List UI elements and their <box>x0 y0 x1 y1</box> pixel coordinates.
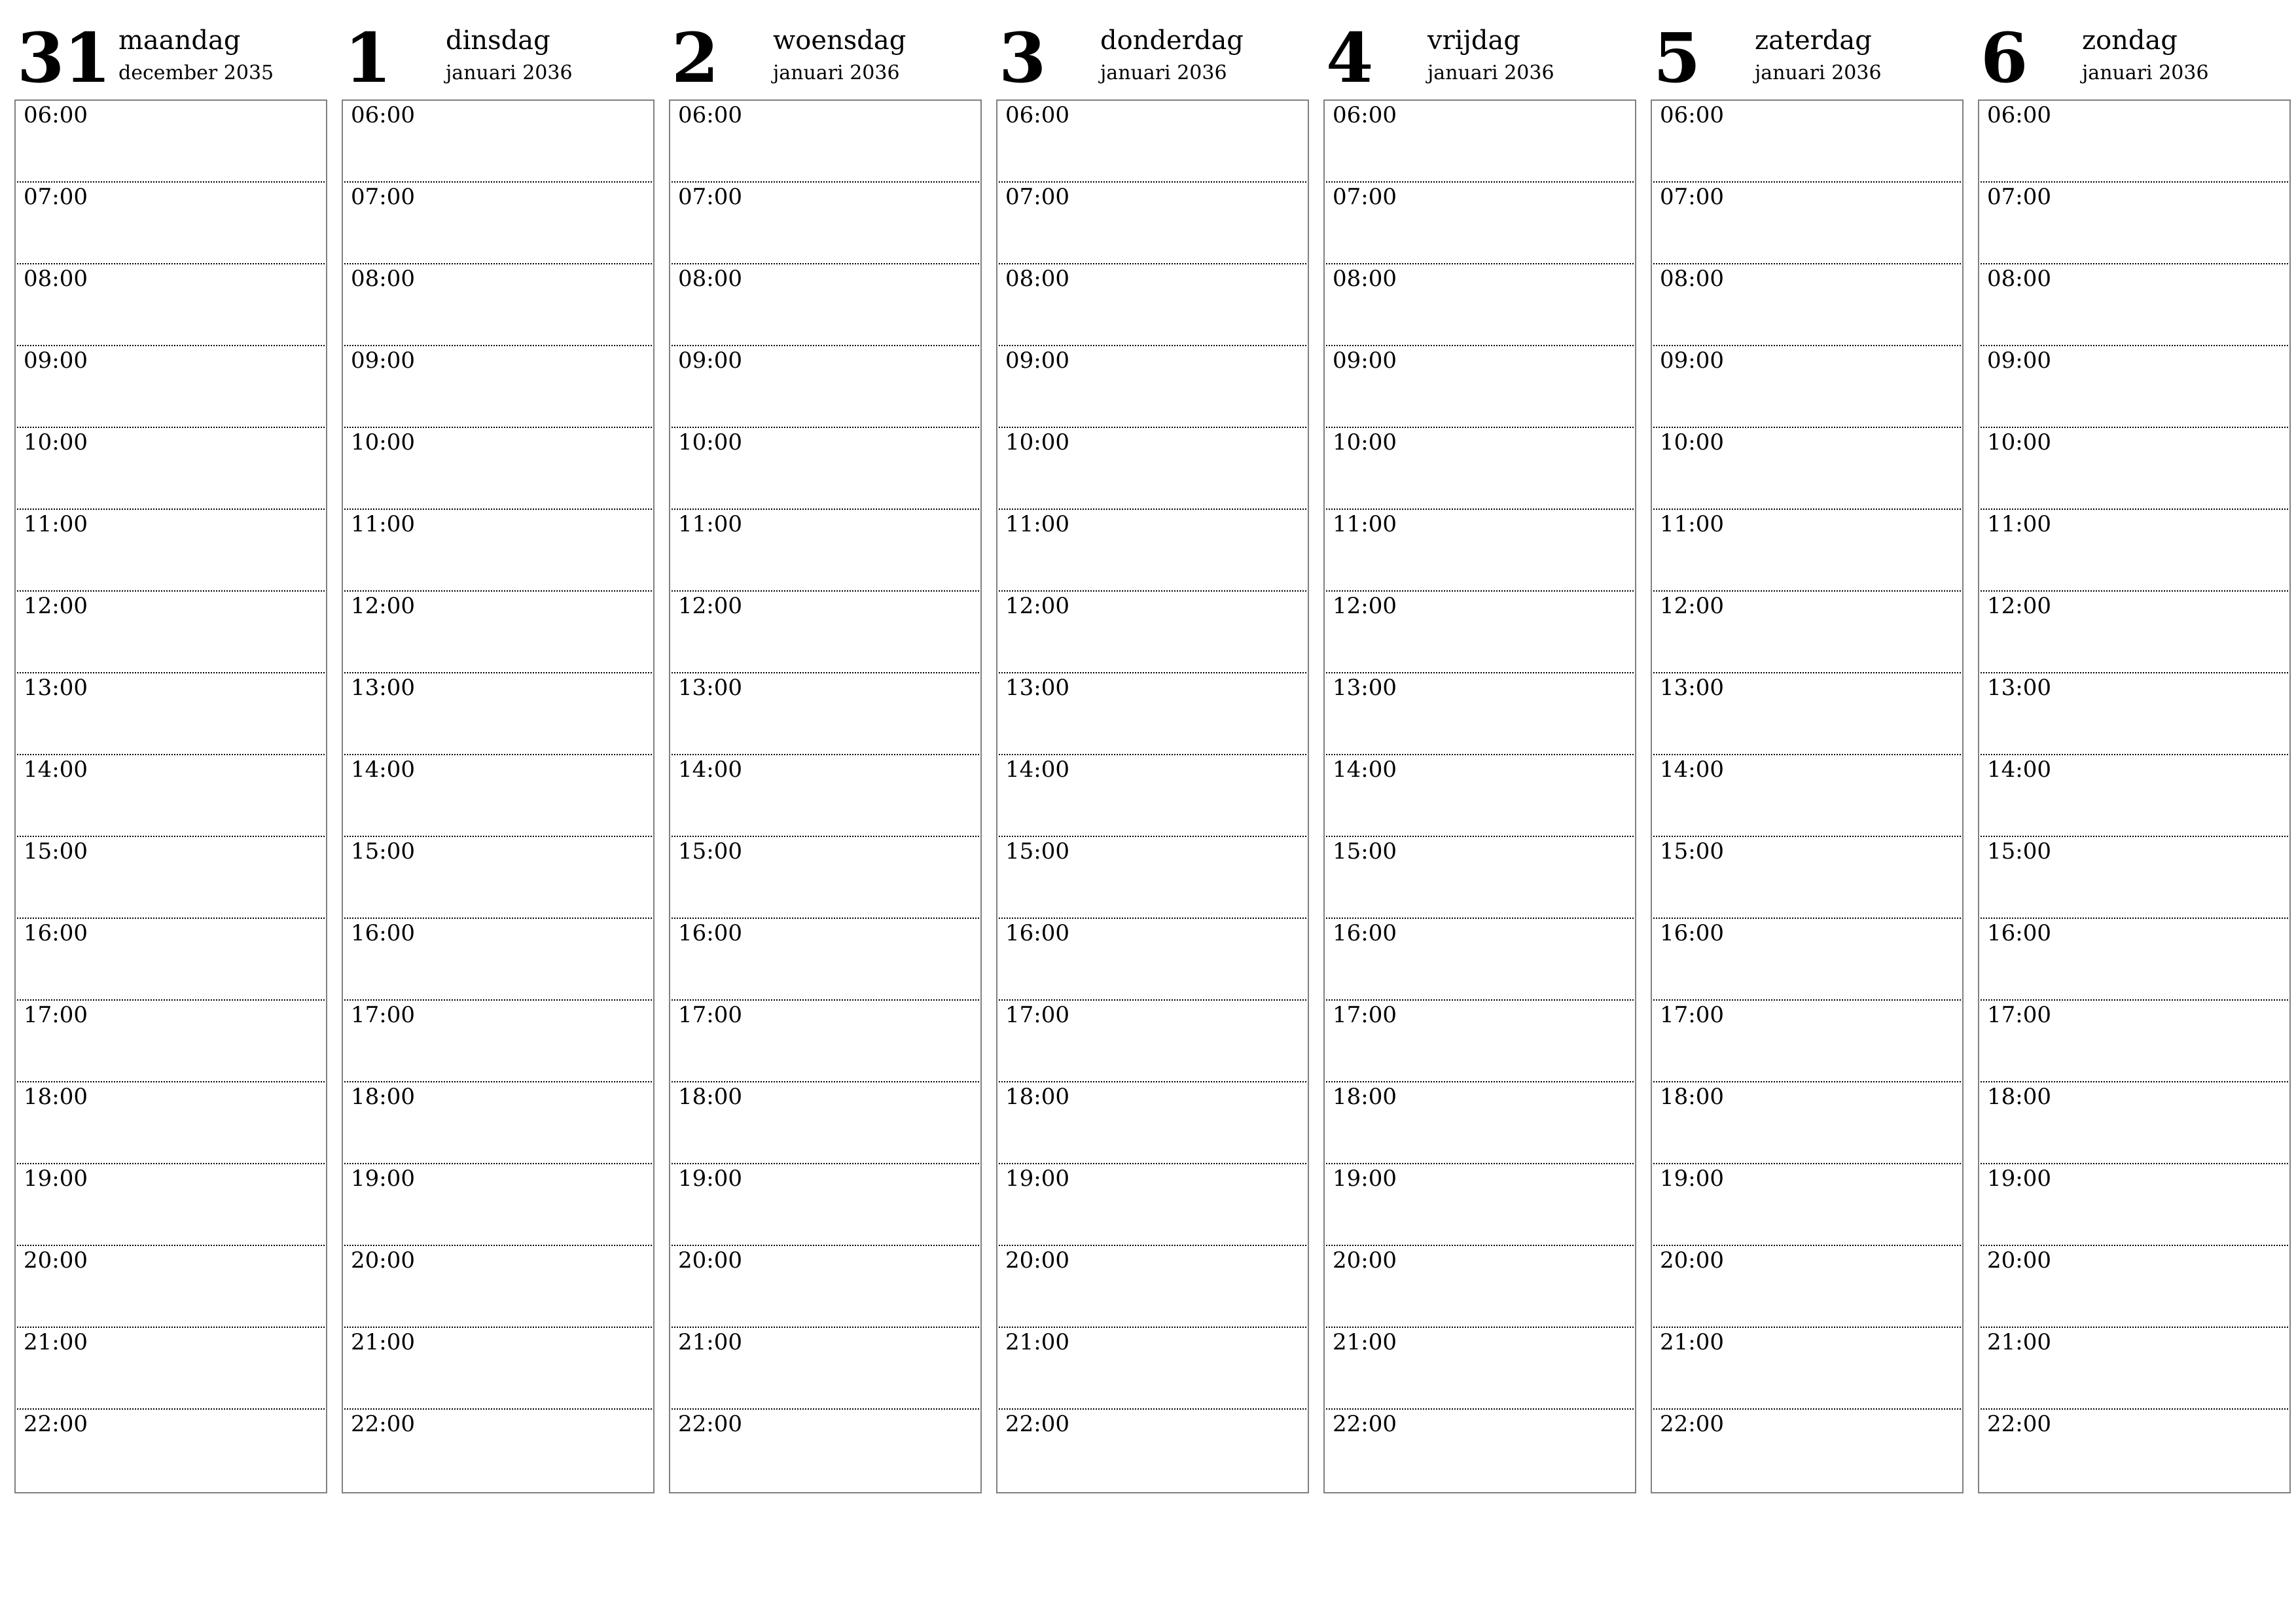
time-slot-label: 08:00 <box>1333 266 1397 292</box>
time-slot[interactable] <box>1981 183 2288 264</box>
time-slot[interactable] <box>1326 837 1634 919</box>
time-slot[interactable] <box>17 919 325 1001</box>
time-slot-label: 16:00 <box>1333 920 1397 946</box>
time-slot-label: 21:00 <box>1987 1329 2051 1355</box>
time-slot[interactable] <box>1326 346 1634 428</box>
day-column <box>996 14 1309 1493</box>
time-slot-label: 12:00 <box>1005 593 1069 619</box>
time-slot[interactable] <box>1326 510 1634 592</box>
time-slot-label: 16:00 <box>1660 920 1724 946</box>
time-slot[interactable] <box>999 183 1306 264</box>
time-slot-label: 15:00 <box>678 838 742 865</box>
time-slot-label: 15:00 <box>24 838 88 865</box>
time-slot-label: 20:00 <box>1660 1247 1724 1274</box>
time-slot-label: 18:00 <box>1005 1084 1069 1110</box>
time-slot-label: 10:00 <box>351 429 415 455</box>
time-slot-label: 11:00 <box>1333 511 1397 537</box>
month-year-label: december 2035 <box>118 62 274 84</box>
time-slot[interactable] <box>344 1001 652 1082</box>
time-slot-label: 22:00 <box>351 1411 415 1437</box>
time-slot-label: 19:00 <box>678 1166 742 1192</box>
time-slot[interactable] <box>344 592 652 673</box>
time-slot[interactable] <box>1981 673 2288 755</box>
time-slot-label: 09:00 <box>1005 348 1069 374</box>
time-slot[interactable] <box>1653 1328 1961 1410</box>
time-slot-label: 08:00 <box>1660 266 1724 292</box>
time-slot[interactable] <box>1326 1001 1634 1082</box>
time-slot[interactable] <box>1653 1001 1961 1082</box>
time-slot[interactable] <box>344 428 652 510</box>
time-slot-label: 06:00 <box>1660 102 1724 128</box>
time-slot[interactable] <box>344 673 652 755</box>
time-slot-label: 20:00 <box>678 1247 742 1274</box>
time-slot[interactable] <box>1653 264 1961 346</box>
time-slot-label: 17:00 <box>1660 1002 1724 1028</box>
time-slot[interactable] <box>1981 264 2288 346</box>
time-slot-label: 16:00 <box>1987 920 2051 946</box>
time-slot[interactable] <box>1981 1001 2288 1082</box>
time-slot[interactable] <box>17 1164 325 1246</box>
time-slot[interactable] <box>999 1328 1306 1410</box>
time-slot-label: 07:00 <box>351 184 415 210</box>
day-column <box>1323 14 1636 1493</box>
time-slot-label: 21:00 <box>1005 1329 1069 1355</box>
day-column <box>342 14 655 1493</box>
time-slot[interactable] <box>672 1082 979 1164</box>
time-slot[interactable] <box>672 510 979 592</box>
time-slot-label: 06:00 <box>24 102 88 128</box>
time-slot-label: 07:00 <box>1660 184 1724 210</box>
weekday-name: zaterdag <box>1755 26 1872 56</box>
time-slot-label: 13:00 <box>24 675 88 701</box>
time-slot-label: 16:00 <box>24 920 88 946</box>
time-slot-label: 18:00 <box>351 1084 415 1110</box>
time-slot-label: 21:00 <box>678 1329 742 1355</box>
time-slot[interactable] <box>1653 101 1961 183</box>
time-slot-label: 18:00 <box>1660 1084 1724 1110</box>
time-slot-label: 21:00 <box>24 1329 88 1355</box>
time-slot[interactable] <box>999 346 1306 428</box>
time-slot-label: 09:00 <box>1660 348 1724 374</box>
time-slot[interactable] <box>344 755 652 837</box>
time-slot-label: 13:00 <box>1660 675 1724 701</box>
time-slot-label: 10:00 <box>1333 429 1397 455</box>
time-slot-label: 13:00 <box>351 675 415 701</box>
time-slot-label: 14:00 <box>1005 757 1069 783</box>
time-slot[interactable] <box>344 1328 652 1410</box>
day-number: 2 <box>672 18 719 98</box>
time-slot-label: 08:00 <box>24 266 88 292</box>
time-slot-label: 16:00 <box>351 920 415 946</box>
weekday-name: zondag <box>2082 26 2178 56</box>
time-slot-label: 17:00 <box>351 1002 415 1028</box>
time-slot-label: 14:00 <box>24 757 88 783</box>
time-slot-label: 18:00 <box>24 1084 88 1110</box>
time-slot-label: 20:00 <box>1987 1247 2051 1274</box>
time-slot-label: 22:00 <box>1987 1411 2051 1437</box>
time-slot[interactable] <box>1981 428 2288 510</box>
time-slot[interactable] <box>672 183 979 264</box>
time-slot-label: 11:00 <box>1005 511 1069 537</box>
time-slot-label: 13:00 <box>1005 675 1069 701</box>
weekday-name: dinsdag <box>446 26 550 56</box>
time-slot[interactable] <box>1326 1410 1634 1491</box>
time-slot[interactable] <box>17 1410 325 1491</box>
time-slot[interactable] <box>999 919 1306 1001</box>
time-slot[interactable] <box>999 428 1306 510</box>
day-column <box>14 14 327 1493</box>
day-schedule-box <box>342 99 655 1493</box>
time-slot[interactable] <box>999 510 1306 592</box>
time-slot[interactable] <box>1653 919 1961 1001</box>
time-slot[interactable] <box>1981 1164 2288 1246</box>
time-slot-label: 22:00 <box>1333 1411 1397 1437</box>
time-slot-label: 08:00 <box>1005 266 1069 292</box>
week-grid <box>14 14 2282 1493</box>
time-slot[interactable] <box>17 837 325 919</box>
time-slot[interactable] <box>1981 592 2288 673</box>
time-slot[interactable] <box>344 183 652 264</box>
time-slot[interactable] <box>999 264 1306 346</box>
time-slot[interactable] <box>1653 510 1961 592</box>
time-slot[interactable] <box>17 264 325 346</box>
time-slot[interactable] <box>344 837 652 919</box>
time-slot-label: 10:00 <box>678 429 742 455</box>
time-slot-label: 06:00 <box>1333 102 1397 128</box>
time-slot-label: 22:00 <box>1660 1411 1724 1437</box>
time-slot-label: 22:00 <box>24 1411 88 1437</box>
time-slot[interactable] <box>344 1164 652 1246</box>
time-slot[interactable] <box>1981 919 2288 1001</box>
day-header <box>1323 14 1636 99</box>
day-number: 1 <box>344 18 391 98</box>
time-slot-label: 13:00 <box>1333 675 1397 701</box>
time-slot-label: 09:00 <box>678 348 742 374</box>
time-slot[interactable] <box>1326 592 1634 673</box>
time-slot-label: 18:00 <box>678 1084 742 1110</box>
time-slot[interactable] <box>1981 1328 2288 1410</box>
time-slot[interactable] <box>1326 919 1634 1001</box>
time-slot[interactable] <box>17 1328 325 1410</box>
time-slot[interactable] <box>344 101 652 183</box>
time-slot-label: 19:00 <box>24 1166 88 1192</box>
day-header <box>14 14 327 99</box>
time-slot[interactable] <box>17 673 325 755</box>
time-slot[interactable] <box>672 673 979 755</box>
time-slot[interactable] <box>672 1410 979 1491</box>
day-schedule-box <box>1978 99 2291 1493</box>
time-slot[interactable] <box>1981 1410 2288 1491</box>
day-schedule-box <box>1651 99 1964 1493</box>
time-slot-label: 12:00 <box>351 593 415 619</box>
time-slot[interactable] <box>999 673 1306 755</box>
time-slot-label: 21:00 <box>351 1329 415 1355</box>
time-slot-label: 12:00 <box>1987 593 2051 619</box>
time-slot[interactable] <box>1653 1246 1961 1328</box>
day-schedule-box <box>14 99 327 1493</box>
time-slot-label: 10:00 <box>1660 429 1724 455</box>
time-slot-label: 06:00 <box>351 102 415 128</box>
time-slot[interactable] <box>344 919 652 1001</box>
time-slot-label: 12:00 <box>1660 593 1724 619</box>
time-slot-label: 06:00 <box>1005 102 1069 128</box>
time-slot-label: 19:00 <box>1333 1166 1397 1192</box>
weekday-name: maandag <box>118 26 241 56</box>
time-slot[interactable] <box>17 1246 325 1328</box>
time-slot-label: 20:00 <box>1005 1247 1069 1274</box>
time-slot-label: 20:00 <box>351 1247 415 1274</box>
time-slot[interactable] <box>672 1164 979 1246</box>
time-slot[interactable] <box>344 264 652 346</box>
day-schedule-box <box>669 99 982 1493</box>
time-slot[interactable] <box>1653 183 1961 264</box>
time-slot-label: 06:00 <box>678 102 742 128</box>
time-slot-label: 07:00 <box>1987 184 2051 210</box>
time-slot[interactable] <box>1326 428 1634 510</box>
time-slot[interactable] <box>17 1001 325 1082</box>
day-header <box>996 14 1309 99</box>
time-slot-label: 17:00 <box>1987 1002 2051 1028</box>
time-slot[interactable] <box>17 592 325 673</box>
time-slot[interactable] <box>999 1164 1306 1246</box>
time-slot[interactable] <box>344 1246 652 1328</box>
time-slot-label: 14:00 <box>1333 757 1397 783</box>
time-slot-label: 07:00 <box>1333 184 1397 210</box>
time-slot[interactable] <box>1326 1164 1634 1246</box>
time-slot-label: 10:00 <box>1005 429 1069 455</box>
time-slot-label: 09:00 <box>24 348 88 374</box>
day-column <box>1651 14 1964 1493</box>
time-slot[interactable] <box>1653 428 1961 510</box>
time-slot-label: 18:00 <box>1987 1084 2051 1110</box>
time-slot[interactable] <box>17 510 325 592</box>
time-slot-label: 07:00 <box>678 184 742 210</box>
month-year-label: januari 2036 <box>773 62 900 84</box>
time-slot[interactable] <box>672 101 979 183</box>
month-year-label: januari 2036 <box>446 62 573 84</box>
time-slot[interactable] <box>1326 101 1634 183</box>
time-slot-label: 12:00 <box>24 593 88 619</box>
time-slot[interactable] <box>344 346 652 428</box>
time-slot[interactable] <box>999 592 1306 673</box>
time-slot-label: 14:00 <box>678 757 742 783</box>
time-slot-label: 11:00 <box>1987 511 2051 537</box>
month-year-label: januari 2036 <box>1100 62 1227 84</box>
weekday-name: woensdag <box>773 26 906 56</box>
time-slot-label: 22:00 <box>1005 1411 1069 1437</box>
time-slot[interactable] <box>17 183 325 264</box>
time-slot-label: 11:00 <box>351 511 415 537</box>
month-year-label: januari 2036 <box>1427 62 1554 84</box>
time-slot[interactable] <box>999 755 1306 837</box>
time-slot[interactable] <box>999 101 1306 183</box>
time-slot[interactable] <box>1653 837 1961 919</box>
time-slot-label: 08:00 <box>351 266 415 292</box>
time-slot-label: 14:00 <box>351 757 415 783</box>
day-header <box>1651 14 1964 99</box>
time-slot-label: 09:00 <box>1333 348 1397 374</box>
time-slot-label: 06:00 <box>1987 102 2051 128</box>
time-slot-label: 11:00 <box>24 511 88 537</box>
time-slot[interactable] <box>999 837 1306 919</box>
time-slot-label: 17:00 <box>678 1002 742 1028</box>
time-slot-label: 07:00 <box>1005 184 1069 210</box>
time-slot-label: 16:00 <box>678 920 742 946</box>
time-slot[interactable] <box>672 1001 979 1082</box>
day-schedule-box <box>996 99 1309 1493</box>
time-slot-label: 13:00 <box>678 675 742 701</box>
day-number: 5 <box>1653 18 1700 98</box>
time-slot-label: 15:00 <box>1333 838 1397 865</box>
day-number: 6 <box>1981 18 2028 98</box>
time-slot-label: 09:00 <box>351 348 415 374</box>
time-slot[interactable] <box>1326 183 1634 264</box>
day-header <box>342 14 655 99</box>
time-slot[interactable] <box>1653 673 1961 755</box>
time-slot[interactable] <box>1326 1328 1634 1410</box>
time-slot[interactable] <box>1981 1082 2288 1164</box>
time-slot[interactable] <box>17 101 325 183</box>
time-slot[interactable] <box>1653 1082 1961 1164</box>
day-header <box>1978 14 2291 99</box>
time-slot-label: 10:00 <box>1987 429 2051 455</box>
time-slot-label: 12:00 <box>1333 593 1397 619</box>
time-slot-label: 19:00 <box>1660 1166 1724 1192</box>
day-header <box>669 14 982 99</box>
time-slot-label: 13:00 <box>1987 675 2051 701</box>
time-slot[interactable] <box>17 346 325 428</box>
day-number: 31 <box>17 18 111 98</box>
day-number: 3 <box>999 18 1046 98</box>
time-slot-label: 17:00 <box>1333 1002 1397 1028</box>
time-slot[interactable] <box>672 264 979 346</box>
time-slot[interactable] <box>344 1082 652 1164</box>
day-schedule-box <box>1323 99 1636 1493</box>
time-slot-label: 17:00 <box>24 1002 88 1028</box>
time-slot-label: 12:00 <box>678 593 742 619</box>
weekday-name: vrijdag <box>1427 26 1520 56</box>
time-slot[interactable] <box>1981 837 2288 919</box>
time-slot-label: 14:00 <box>1987 757 2051 783</box>
time-slot[interactable] <box>672 919 979 1001</box>
time-slot[interactable] <box>672 1246 979 1328</box>
time-slot-label: 18:00 <box>1333 1084 1397 1110</box>
time-slot-label: 15:00 <box>1987 838 2051 865</box>
time-slot[interactable] <box>17 428 325 510</box>
time-slot[interactable] <box>17 1082 325 1164</box>
time-slot[interactable] <box>999 1246 1306 1328</box>
time-slot[interactable] <box>17 755 325 837</box>
time-slot[interactable] <box>1326 1082 1634 1164</box>
time-slot-label: 19:00 <box>1987 1166 2051 1192</box>
time-slot-label: 15:00 <box>1660 838 1724 865</box>
time-slot[interactable] <box>999 1082 1306 1164</box>
time-slot-label: 21:00 <box>1333 1329 1397 1355</box>
time-slot[interactable] <box>1981 346 2288 428</box>
time-slot-label: 17:00 <box>1005 1002 1069 1028</box>
day-column <box>669 14 982 1493</box>
time-slot-label: 07:00 <box>24 184 88 210</box>
time-slot-label: 11:00 <box>1660 511 1724 537</box>
time-slot-label: 08:00 <box>1987 266 2051 292</box>
time-slot[interactable] <box>1653 592 1961 673</box>
time-slot[interactable] <box>672 428 979 510</box>
time-slot[interactable] <box>999 1410 1306 1491</box>
time-slot[interactable] <box>999 1001 1306 1082</box>
time-slot-label: 21:00 <box>1660 1329 1724 1355</box>
time-slot[interactable] <box>1326 264 1634 346</box>
time-slot[interactable] <box>1981 1246 2288 1328</box>
time-slot[interactable] <box>344 510 652 592</box>
time-slot[interactable] <box>1653 1410 1961 1491</box>
time-slot[interactable] <box>672 1328 979 1410</box>
time-slot[interactable] <box>1653 1164 1961 1246</box>
time-slot-label: 22:00 <box>678 1411 742 1437</box>
time-slot[interactable] <box>1653 755 1961 837</box>
time-slot[interactable] <box>1981 101 2288 183</box>
month-year-label: januari 2036 <box>2082 62 2209 84</box>
time-slot-label: 14:00 <box>1660 757 1724 783</box>
time-slot-label: 15:00 <box>1005 838 1069 865</box>
time-slot-label: 19:00 <box>1005 1166 1069 1192</box>
time-slot[interactable] <box>1326 755 1634 837</box>
time-slot[interactable] <box>1653 346 1961 428</box>
day-column <box>1978 14 2291 1493</box>
month-year-label: januari 2036 <box>1755 62 1882 84</box>
time-slot-label: 16:00 <box>1005 920 1069 946</box>
day-number: 4 <box>1326 18 1373 98</box>
time-slot-label: 10:00 <box>24 429 88 455</box>
time-slot[interactable] <box>672 755 979 837</box>
time-slot[interactable] <box>672 346 979 428</box>
time-slot-label: 15:00 <box>351 838 415 865</box>
time-slot-label: 20:00 <box>24 1247 88 1274</box>
weekday-name: donderdag <box>1100 26 1244 56</box>
time-slot[interactable] <box>1326 673 1634 755</box>
time-slot[interactable] <box>672 837 979 919</box>
time-slot[interactable] <box>1981 755 2288 837</box>
time-slot-label: 20:00 <box>1333 1247 1397 1274</box>
time-slot[interactable] <box>672 592 979 673</box>
time-slot-label: 11:00 <box>678 511 742 537</box>
time-slot[interactable] <box>1326 1246 1634 1328</box>
time-slot-label: 09:00 <box>1987 348 2051 374</box>
time-slot-label: 19:00 <box>351 1166 415 1192</box>
time-slot-label: 08:00 <box>678 266 742 292</box>
time-slot[interactable] <box>344 1410 652 1491</box>
time-slot[interactable] <box>1981 510 2288 592</box>
